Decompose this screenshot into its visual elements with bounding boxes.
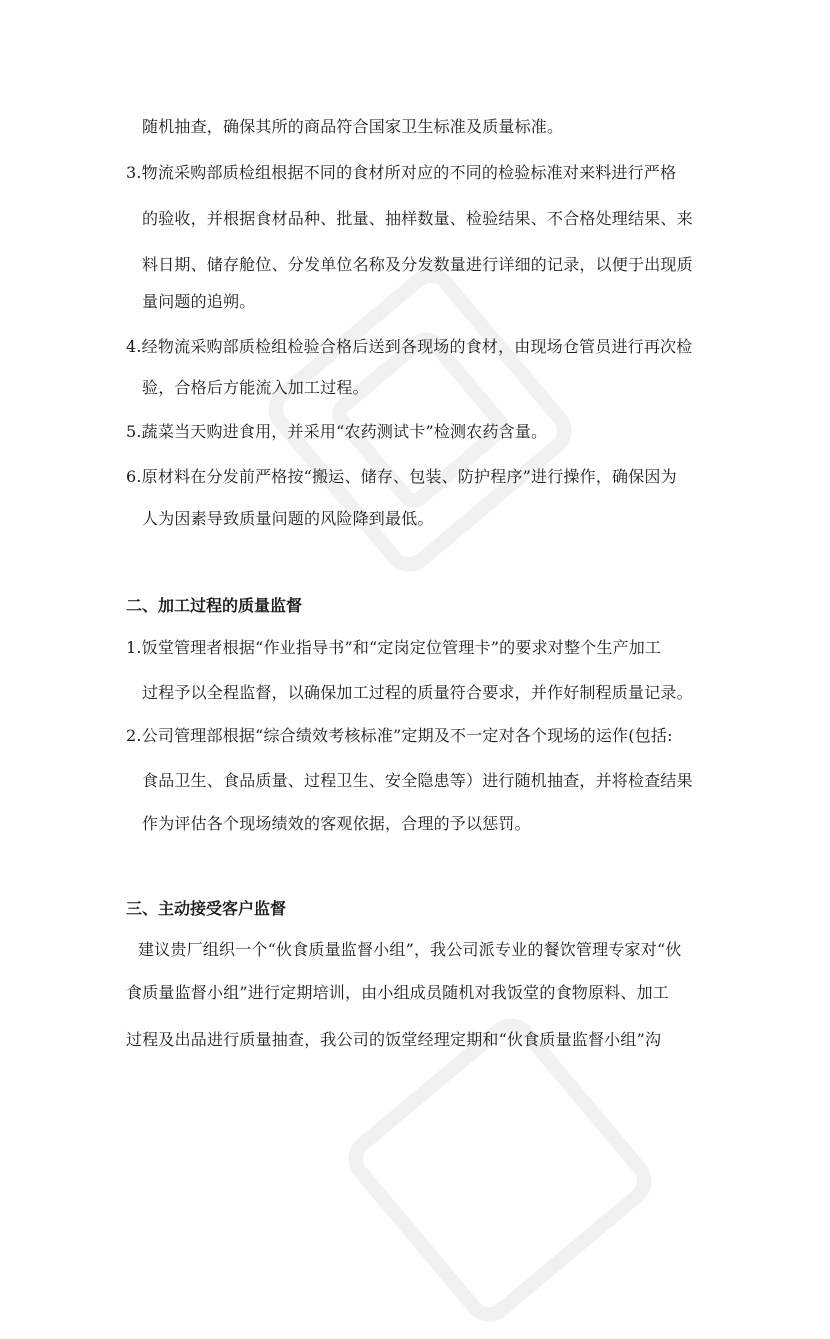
item-3-line-4: 量问题的追朔。 — [142, 292, 256, 311]
watermark-logo — [251, 251, 589, 589]
section-2-heading: 二、加工过程的质量监督 — [126, 596, 303, 615]
section-3-heading: 三、主动接受客户监督 — [126, 899, 287, 918]
item-4-line-1: 4.经物流采购部质检组检验合格后送到各现场的食材，由现场仓管员进行再次检 — [126, 337, 693, 356]
section-2-item-1-line-2: 过程予以全程监督，以确保加工过程的质量符合要求，并作好制程质量记录。 — [142, 683, 693, 702]
section-2-item-2-line-2: 食品卫生、食品质量、过程卫生、安全隐患等）进行随机抽查，并将检查结果 — [142, 771, 693, 790]
section-2-item-2-line-1: 2.公司管理部根据“综合绩效考核标准”定期及不一定对各个现场的运作(包括: — [126, 726, 673, 745]
item-6-line-1: 6.原材料在分发前严格按“搬运、储存、包装、防护程序”进行操作，确保因为 — [126, 467, 677, 486]
item-4-line-2: 验，合格后方能流入加工过程。 — [142, 378, 369, 397]
section-3-line-3: 过程及出品进行质量抽查，我公司的饭堂经理定期和“伙食质量监督小组”沟 — [126, 1030, 662, 1049]
watermark-logo-bottom — [331, 1001, 669, 1339]
item-6-line-2: 人为因素导致质量问题的风险降到最低。 — [142, 509, 434, 528]
item-3-line-1: 3.物流采购部质检组根据不同的食材所对应的不同的检验标准对来料进行严格 — [126, 163, 677, 182]
section-3-line-2: 食质量监督小组”进行定期培训，由小组成员随机对我饭堂的食物原料、加工 — [126, 983, 669, 1002]
section-2-item-2-line-3: 作为评估各个现场绩效的客观依据，合理的予以惩罚。 — [142, 814, 531, 833]
continued-line: 随机抽查，确保其所的商品符合国家卫生标准及质量标准。 — [142, 117, 564, 136]
item-5-line-1: 5.蔬菜当天购进食用，并采用“农药测试卡”检测农药含量。 — [126, 422, 548, 441]
item-3-line-2: 的验收，并根据食材品种、批量、抽样数量、检验结果、不合格处理结果、来 — [142, 209, 693, 228]
section-3-line-1: 建议贵厂组织一个“伙食质量监督小组”，我公司派专业的餐饮管理专家对“伙 — [138, 940, 682, 959]
item-3-line-3: 料日期、储存舱位、分发单位名称及分发数量进行详细的记录，以便于出现质 — [142, 255, 693, 274]
section-2-item-1-line-1: 1.饭堂管理者根据“作业指导书”和“定岗定位管理卡”的要求对整个生产加工 — [126, 638, 662, 657]
